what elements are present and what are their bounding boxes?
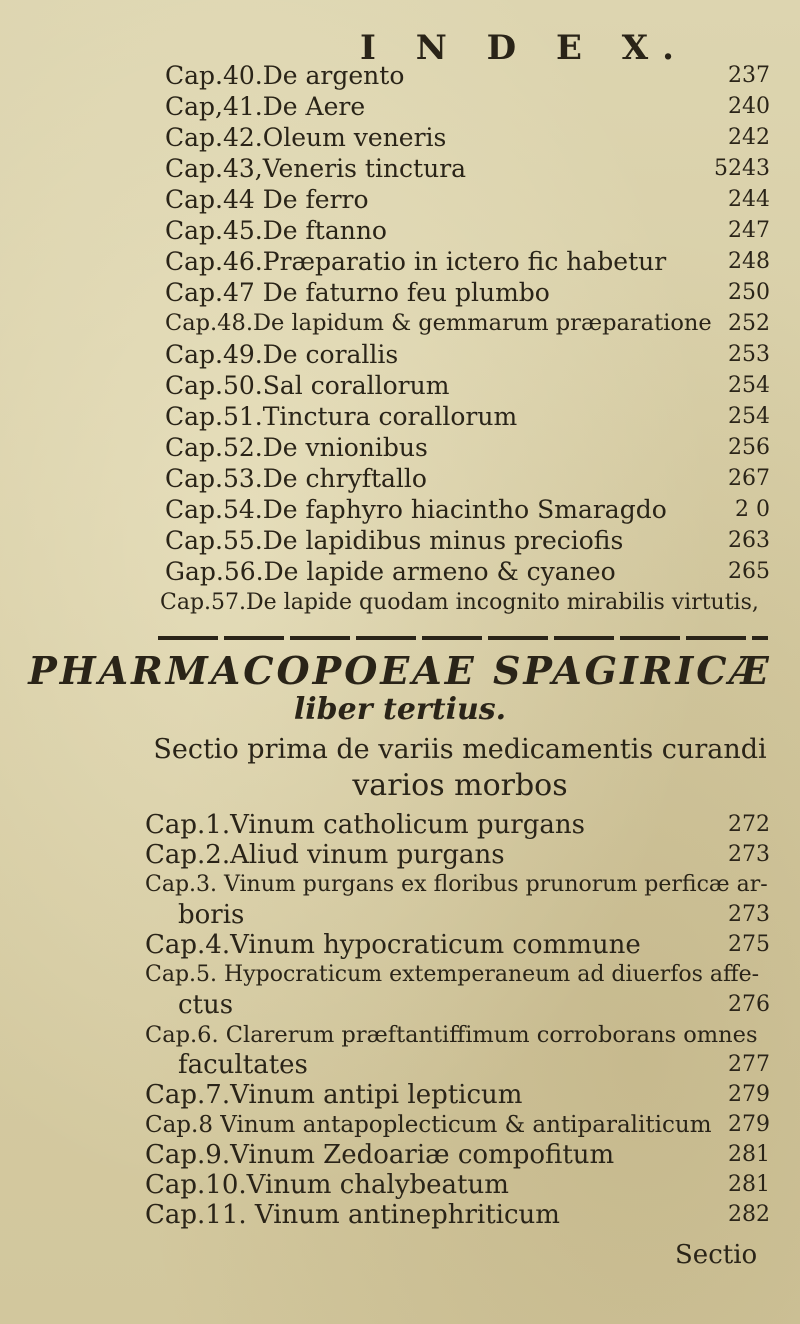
toc-title: Cap.46.Præparatio in ictero fic habetur [165,247,667,276]
chapter-page: 276 [728,992,770,1017]
toc-entry [165,339,770,370]
index-header: I N D E X. [360,28,688,68]
toc-entry [165,91,770,122]
toc-entry [165,494,770,525]
toc-title: Cap.44 De ferro [165,185,369,214]
toc-entry [165,215,770,246]
chapter-page: 279 [728,1112,770,1137]
chapter-title: Cap.10.Vinum chalybeatum [145,1170,509,1200]
chapter-title: Cap.7.Vinum antipi lepticum [145,1080,523,1110]
chapter-title: Cap.3. Vinum purgans ex floribus prunorum perficæ ar- [145,872,768,897]
toc-page: 237 [728,63,770,88]
chapter-title: Cap.1.Vinum catholicum purgans [145,810,585,840]
toc-page: 2 0 [735,497,770,522]
toc-title: Cap.55.De lapidibus minus preciofis [165,526,624,555]
toc-entry [165,432,770,463]
toc-entry [165,370,770,401]
catchword: Sectio [675,1240,758,1270]
chapter-page: 273 [728,842,770,867]
toc-page: 254 [728,373,770,398]
toc-page: 240 [728,94,770,119]
toc-entry [165,277,770,308]
toc-page: 265 [728,559,770,584]
toc-entry [160,587,765,618]
toc-entry [165,525,770,556]
toc-page: 5243 [714,156,770,181]
toc-title: Cap.57.De lapide quodam incognito mirabilis virtutis, [160,590,759,615]
toc-page: 242 [728,125,770,150]
chapter-page: 272 [728,812,770,837]
toc-page: 250 [728,280,770,305]
toc-entry [165,401,770,432]
toc-title: Gap.56.De lapide armeno & cyaneo [165,557,616,586]
toc-title: Cap.48.De lapidum & gemmarum præparatione [165,310,712,336]
toc-entry [165,463,770,494]
toc-page: 267 [728,466,770,491]
toc-title: Cap.52.De vnionibus [165,433,428,462]
chapter-page: 279 [728,1082,770,1107]
chapter-page: 275 [728,932,770,957]
chapter-title: Cap.4.Vinum hypocraticum commune [145,930,641,960]
ornamental-rule [158,636,768,640]
toc-title: Cap.42.Oleum veneris [165,123,447,152]
toc-page: 248 [728,249,770,274]
toc-title: Cap,41.De Aere [165,92,366,121]
toc-title: Cap.54.De faphyro hiacintho Smaragdo [165,495,667,524]
chapter-title: Cap.2.Aliud vinum purgans [145,840,505,870]
chapter-title: facultates [178,1050,308,1080]
toc-entry [165,246,770,277]
section-heading: Sectio prima de variis medicamentis curandi [153,734,767,765]
chapter-page: 282 [728,1202,770,1227]
chapter-title: Cap.11. Vinum antinephriticum [145,1200,560,1230]
toc-title: Cap.50.Sal corallorum [165,371,450,400]
chapter-page: 281 [728,1172,770,1197]
toc-page: 263 [728,528,770,553]
chapter-title: Cap.5. Hypocraticum extemperaneum ad diuerfos affe- [145,962,760,987]
toc-entry [165,556,770,587]
toc-title: Cap.51.Tinctura corallorum [165,402,518,431]
toc-title: Cap.40.De argento [165,61,405,90]
toc-entry [165,184,770,215]
chapter-title: Cap.8 Vinum antapoplecticum & antiparaliticum [145,1112,712,1138]
toc-page: 254 [728,404,770,429]
toc-entry [165,60,770,91]
toc-entry [165,153,770,184]
toc-title: Cap.49.De corallis [165,340,399,369]
section-heading-cont: varios morbos [352,768,568,803]
chapter-title: ctus [178,990,234,1020]
chapter-page: 273 [728,902,770,927]
chapter-page: 277 [728,1052,770,1077]
toc-page: 256 [728,435,770,460]
toc-page: 252 [728,311,770,336]
toc-entry [165,308,770,339]
chapter-title: Cap.9.Vinum Zedoariæ compofitum [145,1140,615,1170]
toc-title: Cap.53.De chryftallo [165,464,427,493]
toc-title: Cap.43,Veneris tinctura [165,154,467,183]
toc-title: Cap.45.De ftanno [165,216,387,245]
chapter-page: 281 [728,1142,770,1167]
chapter-title: boris [178,900,245,930]
toc-page: 247 [728,218,770,243]
book-subtitle: liber tertius. [293,692,507,727]
toc-entry [165,122,770,153]
book-title: PHARMACOPOEAE SPAGIRICÆ [28,648,772,693]
toc-page: 253 [728,342,770,367]
chapter-title: Cap.6. Clarerum præftantiffimum corroborans omnes [145,1022,758,1048]
toc-page: 244 [728,187,770,212]
toc-title: Cap.47 De faturno feu plumbo [165,278,550,307]
